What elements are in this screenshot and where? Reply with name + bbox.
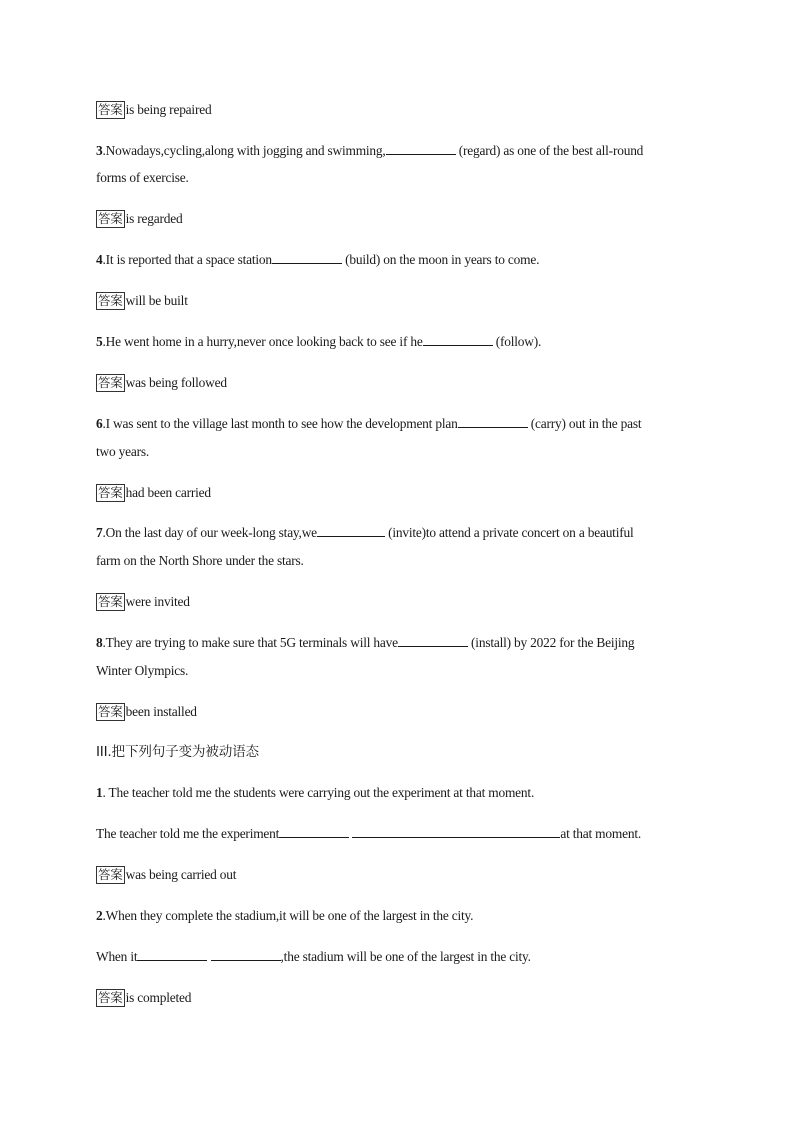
transform-item-2-rewrite [96,947,531,967]
answer-row [96,373,227,393]
answer-row [96,291,188,311]
answer-blank[interactable] [352,824,560,838]
question-item-4 [96,250,539,270]
answer-row [96,988,191,1008]
answer-label: 答案 [98,293,123,308]
question-text: Winter Olympics. [96,663,189,678]
answer-row [96,592,190,612]
answer-label: 答案 [98,211,123,226]
rewrite-text: at that moment. [560,826,642,841]
question-item-5 [96,332,541,352]
answer-label: 答案 [98,594,123,609]
rewrite-text: ,the stadium will be one of the largest in the city. [280,949,531,964]
question-text: (follow). [492,334,542,349]
question-item-7-cont [96,551,304,571]
answer-text: had been carried [125,485,211,500]
answer-text: is completed [125,990,192,1005]
answer-text: will be built [125,293,188,308]
answer-text: were invited [125,594,190,609]
question-number: 6 [96,416,103,431]
answer-label: 答案 [98,102,123,117]
answer-text: was being followed [125,375,227,390]
question-item-6-cont [96,442,149,462]
question-text: .When they complete the stadium,it will be one of the largest in the city. [102,908,474,923]
answer-blank[interactable] [317,523,385,537]
question-text: (invite)to attend a private concert on a beautiful [384,525,634,540]
question-number: 8 [96,635,103,650]
answer-label: 答案 [98,485,123,500]
answer-text: was being carried out [125,867,237,882]
answer-blank[interactable] [386,141,456,155]
answer-text: been installed [125,704,197,719]
question-text: (build) on the moon in years to come. [341,252,540,267]
question-number: 5 [96,334,103,349]
answer-blank[interactable] [423,332,493,346]
question-item-6 [96,414,641,434]
answer-text: is regarded [125,211,183,226]
answer-label: 答案 [98,867,123,882]
question-text: forms of exercise. [96,170,189,185]
answer-blank[interactable] [279,824,349,838]
question-number: 3 [96,143,103,158]
answer-blank[interactable] [398,633,468,647]
answer-label: 答案 [98,704,123,719]
question-text: (regard) as one of the best all-round [455,143,644,158]
rewrite-text: When it [96,949,138,964]
answer-label: 答案 [98,990,123,1005]
answer-text: is being repaired [125,102,212,117]
answer-blank[interactable] [211,947,281,961]
question-text: farm on the North Shore under the stars. [96,553,304,568]
answer-row [96,100,211,120]
question-text: two years. [96,444,150,459]
question-text: .On the last day of our week-long stay,we [102,525,317,540]
question-number: 7 [96,525,103,540]
transform-item-1-rewrite [96,824,641,844]
answer-row [96,483,211,503]
question-text: .Nowadays,cycling,along with jogging and swimming, [102,143,386,158]
answer-blank[interactable] [272,250,342,264]
question-item-3 [96,141,643,161]
answer-blank[interactable] [137,947,207,961]
question-item-8 [96,633,634,653]
answer-row [96,209,183,229]
question-text: .I was sent to the village last month to see how the development plan [102,416,458,431]
transform-item-2 [96,906,473,926]
question-text: .It is reported that a space station [102,252,272,267]
question-item-8-cont [96,661,188,681]
question-text: .He went home in a hurry,never once looking back to see if he [102,334,423,349]
question-number: 4 [96,252,103,267]
question-item-7 [96,523,634,543]
question-number: 1 [96,785,103,800]
question-text: . The teacher told me the students were carrying out the experiment at that moment. [102,785,535,800]
answer-row [96,865,236,885]
transform-item-1 [96,783,534,803]
answer-label: 答案 [98,375,123,390]
answer-blank[interactable] [458,414,528,428]
question-number: 2 [96,908,103,923]
question-text: (install) by 2022 for the Beijing [467,635,635,650]
section-title: III.把下列句子变为被动语态 [96,744,259,760]
question-text: .They are trying to make sure that 5G terminals will have [102,635,398,650]
answer-row [96,702,197,722]
question-item-3-cont [96,168,189,188]
rewrite-text: The teacher told me the experiment [96,826,280,841]
question-text: (carry) out in the past [527,416,642,431]
